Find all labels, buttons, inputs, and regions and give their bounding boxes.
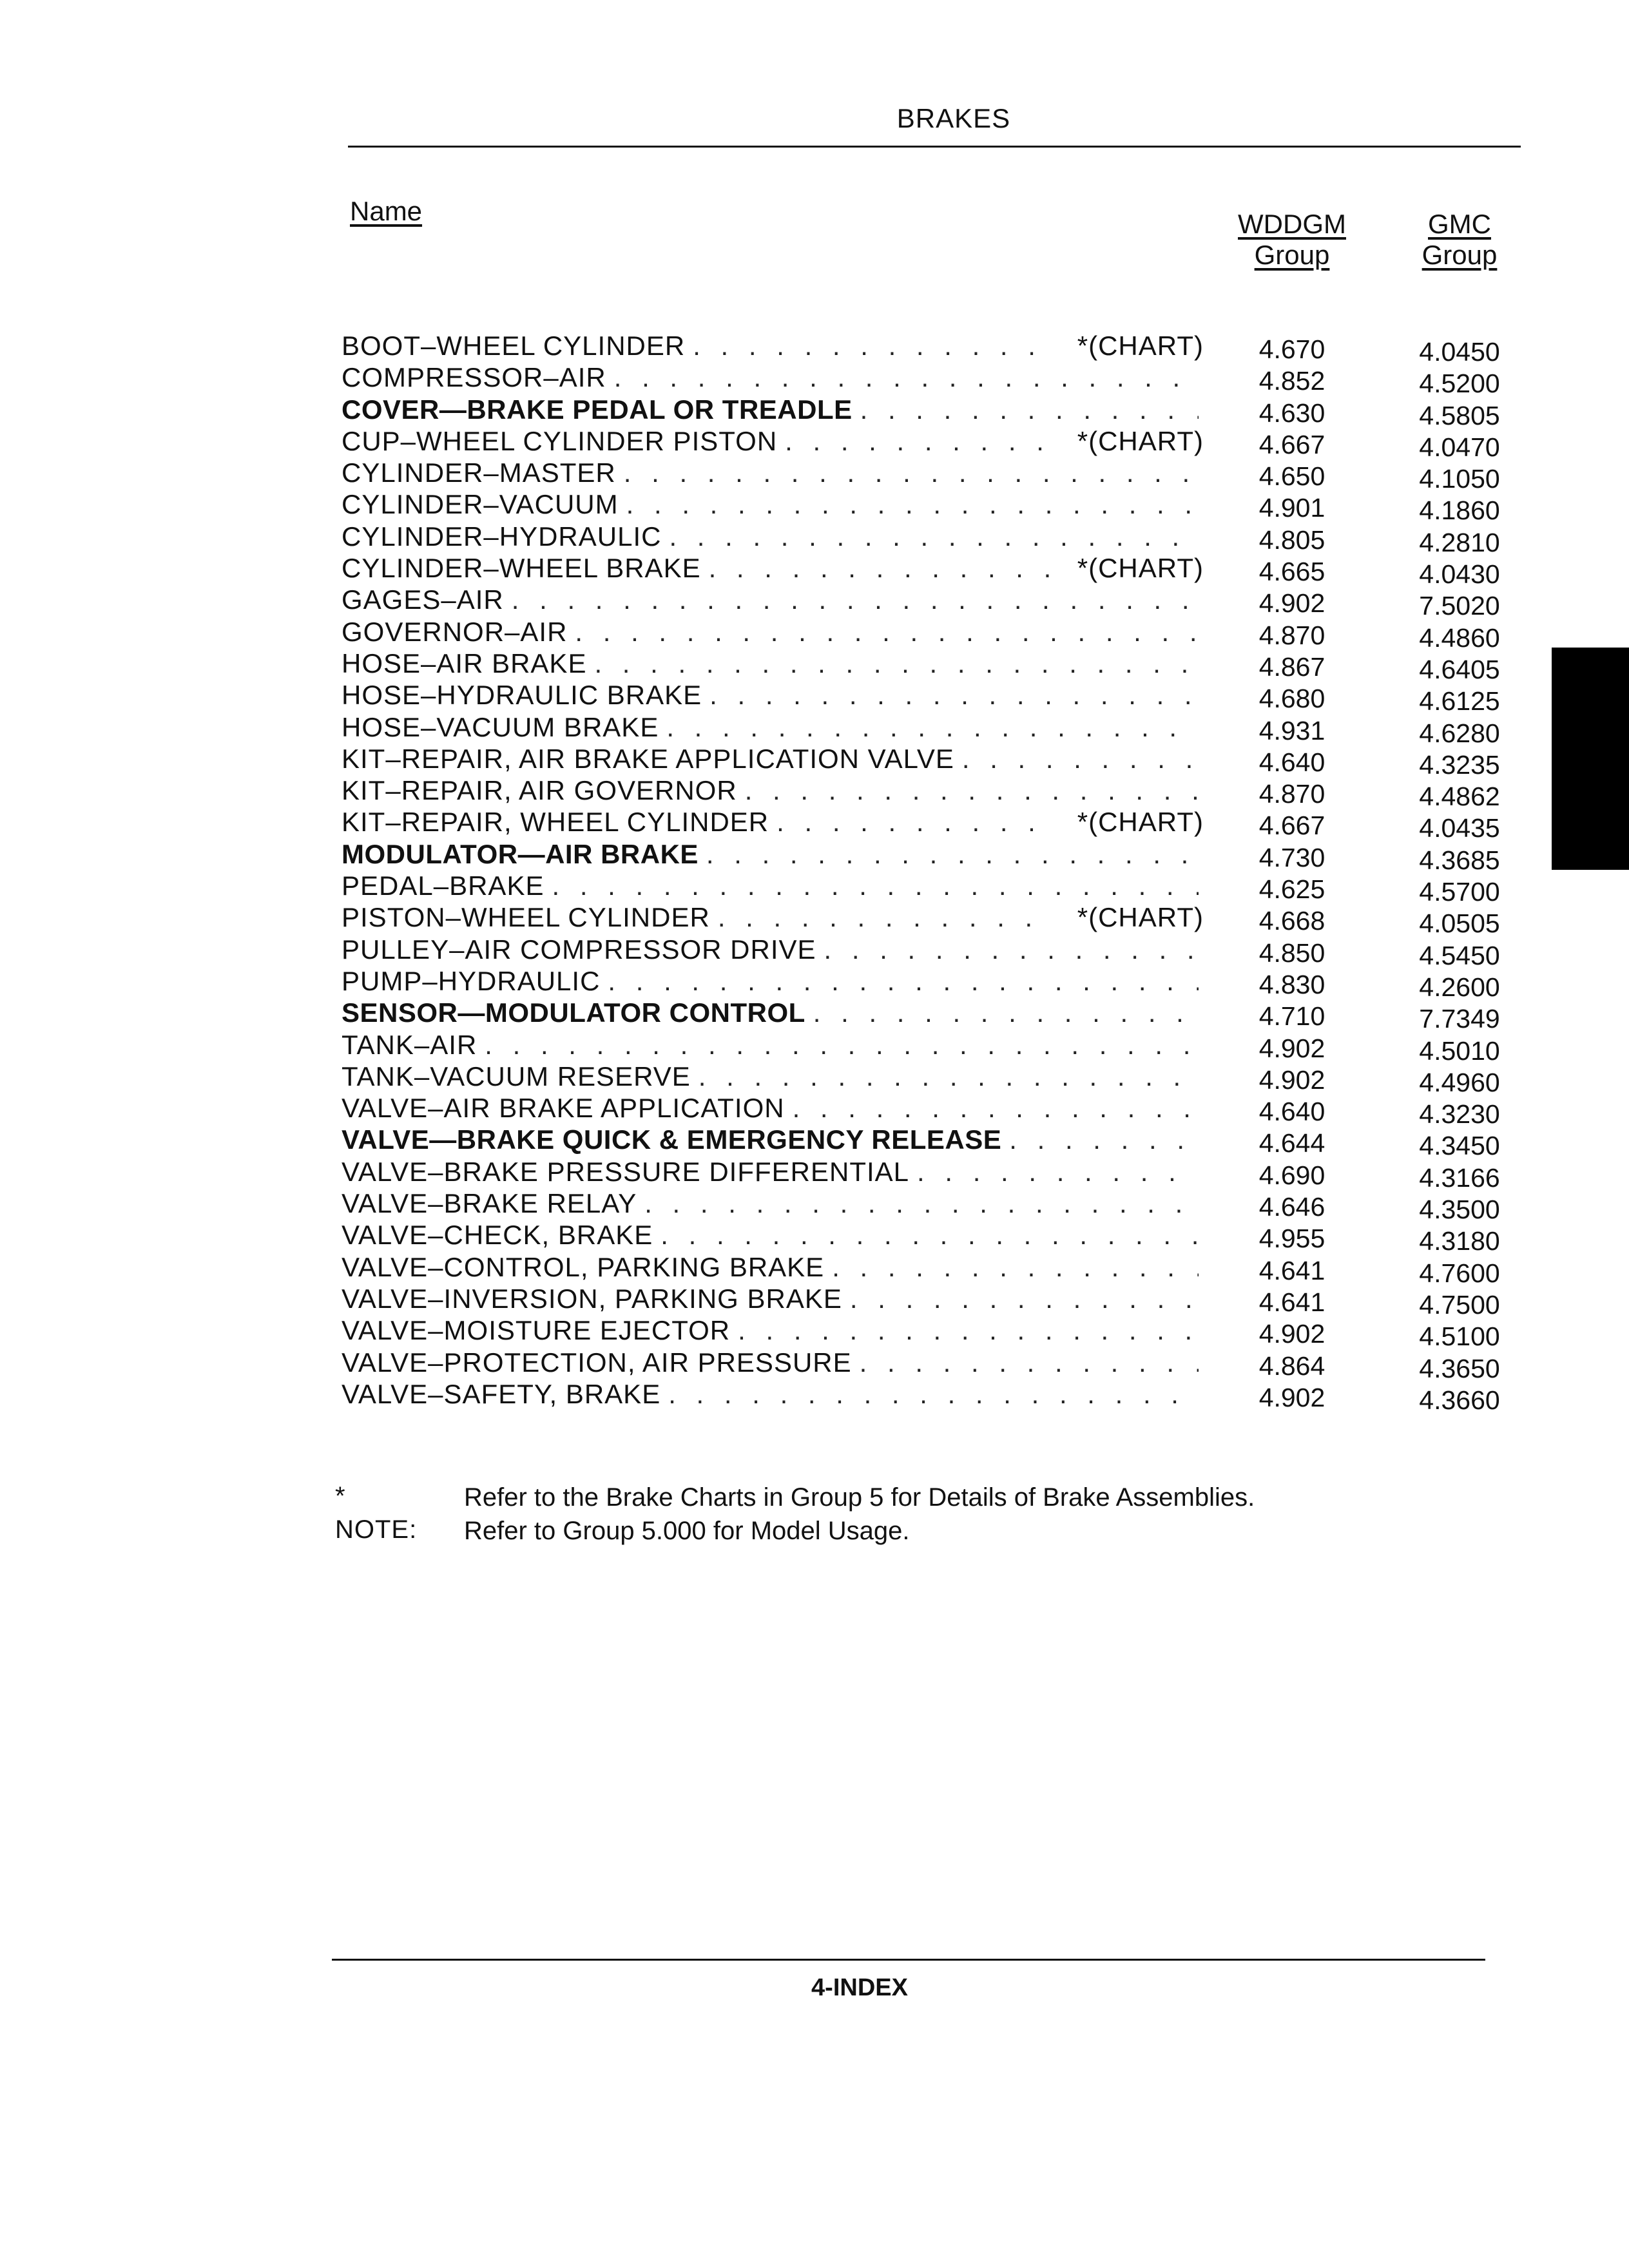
row-name: VALVE–AIR BRAKE APPLICATION bbox=[342, 1093, 785, 1124]
chart-reference: *(CHART) bbox=[1050, 806, 1204, 838]
row-name-cell bbox=[342, 1251, 1199, 1283]
row-name: BOOT–WHEEL CYLINDER bbox=[342, 331, 686, 361]
gmc-group-value: 4.0505 bbox=[1419, 908, 1500, 939]
gmc-group-value: 4.6125 bbox=[1419, 686, 1500, 716]
row-name-cell bbox=[342, 743, 1199, 774]
row-name: COVER—BRAKE PEDAL OR TREADLE bbox=[342, 394, 853, 425]
table-row bbox=[342, 997, 1566, 1034]
wddgm-group-value: 4.902 bbox=[1258, 588, 1325, 619]
table-row bbox=[342, 1187, 1566, 1225]
leader-dots bbox=[624, 457, 1199, 488]
wddgm-group-value: 4.867 bbox=[1258, 651, 1325, 682]
table-row bbox=[342, 1314, 1566, 1352]
wddgm-group-value: 4.646 bbox=[1258, 1192, 1325, 1222]
index-table bbox=[342, 330, 1566, 1415]
table-row bbox=[342, 521, 1566, 557]
gmc-group-value: 4.6280 bbox=[1419, 718, 1500, 748]
wddgm-group-value: 4.710 bbox=[1258, 1001, 1325, 1032]
row-name: VALVE–PROTECTION, AIR PRESSURE bbox=[342, 1347, 852, 1378]
row-name-cell bbox=[342, 1219, 1199, 1251]
footer-rule bbox=[332, 1959, 1485, 1961]
gmc-group-value: 7.7349 bbox=[1419, 1004, 1500, 1034]
leader-dots bbox=[832, 1251, 1199, 1283]
row-name: PULLEY–AIR COMPRESSOR DRIVE bbox=[342, 934, 816, 965]
leader-dots bbox=[860, 394, 1199, 425]
row-name: KIT–REPAIR, AIR BRAKE APPLICATION VALVE bbox=[342, 743, 954, 774]
wddgm-group-value: 4.850 bbox=[1258, 937, 1325, 968]
leader-dots bbox=[962, 743, 1199, 774]
footnote-mark: * NOTE: bbox=[335, 1482, 418, 1544]
chart-reference: *(CHART) bbox=[1050, 330, 1204, 361]
row-name: VALVE–SAFETY, BRAKE bbox=[342, 1378, 661, 1409]
row-name-cell bbox=[342, 457, 1199, 488]
gmc-group-value: 4.5010 bbox=[1419, 1035, 1500, 1066]
row-name: CUP–WHEEL CYLINDER PISTON bbox=[342, 425, 778, 456]
table-row bbox=[342, 1378, 1566, 1415]
row-name: KIT–REPAIR, AIR GOVERNOR bbox=[342, 775, 737, 806]
gmc-group-value: 4.7500 bbox=[1419, 1289, 1500, 1320]
row-name: PEDAL–BRAKE bbox=[342, 870, 545, 901]
footnote-text bbox=[464, 1481, 1255, 1548]
section-tab-marker bbox=[1552, 648, 1629, 870]
table-row bbox=[342, 616, 1566, 653]
row-name-cell bbox=[342, 1029, 1199, 1061]
page-title: BRAKES bbox=[896, 103, 1011, 133]
row-name: VALVE–BRAKE PRESSURE DIFFERENTIAL bbox=[342, 1156, 910, 1187]
row-name: VALVE–CONTROL, PARKING BRAKE bbox=[342, 1251, 825, 1282]
leader-dots bbox=[626, 488, 1199, 520]
gmc-group-value: 4.5450 bbox=[1419, 940, 1500, 970]
row-name: TANK–AIR bbox=[342, 1029, 477, 1060]
column-header-gmc-line2: Group bbox=[1422, 240, 1498, 270]
table-row bbox=[342, 552, 1566, 590]
gmc-group-value: 4.5200 bbox=[1419, 369, 1500, 399]
row-name: KIT–REPAIR, WHEEL CYLINDER bbox=[342, 807, 769, 838]
wddgm-group-value: 4.650 bbox=[1258, 461, 1325, 492]
leader-dots bbox=[850, 1283, 1199, 1314]
footnote-line-1: Refer to the Brake Charts in Group 5 for Details of Brake Assemblies. bbox=[464, 1483, 1255, 1512]
leader-dots bbox=[813, 997, 1199, 1028]
leader-dots bbox=[709, 679, 1199, 711]
wddgm-group-value: 4.670 bbox=[1258, 334, 1325, 364]
gmc-group-value: 4.0450 bbox=[1419, 337, 1500, 367]
table-row bbox=[342, 457, 1566, 494]
row-name-cell bbox=[342, 1124, 1199, 1155]
gmc-group-value: 4.3500 bbox=[1419, 1195, 1500, 1225]
wddgm-group-value: 4.870 bbox=[1258, 779, 1325, 809]
row-name: CYLINDER–WHEEL BRAKE bbox=[342, 553, 701, 584]
column-header-gmc-line1: GMC bbox=[1428, 209, 1491, 239]
row-name-cell bbox=[342, 774, 1199, 806]
row-name-cell bbox=[342, 1378, 1199, 1410]
gmc-group-value: 4.0470 bbox=[1419, 432, 1500, 462]
gmc-group-value: 4.4860 bbox=[1419, 622, 1500, 653]
row-name: SENSOR—MODULATOR CONTROL bbox=[342, 997, 805, 1028]
row-name: PISTON–WHEEL CYLINDER bbox=[342, 902, 710, 933]
row-name: HOSE–HYDRAULIC BRAKE bbox=[342, 680, 702, 711]
wddgm-group-value: 4.902 bbox=[1258, 1064, 1325, 1095]
table-row bbox=[342, 648, 1566, 684]
gmc-group-value: 4.3450 bbox=[1419, 1131, 1500, 1161]
page-header bbox=[348, 103, 1521, 148]
table-row bbox=[342, 1156, 1566, 1193]
row-name-cell bbox=[342, 1156, 1199, 1187]
row-name: VALVE–MOISTURE EJECTOR bbox=[342, 1315, 731, 1346]
row-name-cell bbox=[342, 1314, 1199, 1346]
table-row bbox=[342, 361, 1566, 399]
wddgm-group-value: 4.625 bbox=[1258, 874, 1325, 905]
row-name-cell bbox=[342, 394, 1199, 425]
leader-dots bbox=[738, 1314, 1199, 1346]
leader-dots bbox=[669, 521, 1199, 552]
row-name-cell bbox=[342, 616, 1199, 648]
row-name-cell bbox=[342, 648, 1199, 679]
leader-dots bbox=[706, 838, 1199, 870]
gmc-group-value: 4.5100 bbox=[1419, 1321, 1500, 1352]
row-name: GOVERNOR–AIR bbox=[342, 616, 568, 647]
gmc-group-value: 4.1050 bbox=[1419, 464, 1500, 494]
gmc-group-value: 4.2810 bbox=[1419, 527, 1500, 557]
wddgm-group-value: 4.955 bbox=[1258, 1224, 1325, 1254]
wddgm-group-value: 4.665 bbox=[1258, 557, 1325, 587]
leader-dots bbox=[666, 711, 1199, 743]
leader-dots bbox=[699, 1061, 1199, 1092]
column-header-wddgm-line1: WDDGM bbox=[1238, 209, 1346, 239]
wddgm-group-value: 4.730 bbox=[1258, 842, 1325, 872]
leader-dots bbox=[552, 870, 1199, 901]
wddgm-group-value: 4.640 bbox=[1258, 747, 1325, 777]
row-name: VALVE–CHECK, BRAKE bbox=[342, 1220, 653, 1251]
column-header-gmc bbox=[1395, 209, 1524, 271]
row-name: TANK–VACUUM RESERVE bbox=[342, 1061, 691, 1091]
gmc-group-value: 4.5805 bbox=[1419, 400, 1500, 430]
wddgm-group-value: 4.668 bbox=[1258, 906, 1325, 936]
row-name: CYLINDER–MASTER bbox=[342, 457, 616, 488]
row-name: HOSE–AIR BRAKE bbox=[342, 648, 587, 678]
table-row bbox=[342, 901, 1566, 939]
column-header-wddgm bbox=[1228, 209, 1356, 271]
leader-dots bbox=[614, 361, 1199, 393]
row-name: GAGES–AIR bbox=[342, 584, 504, 615]
gmc-group-value: 4.3230 bbox=[1419, 1099, 1500, 1129]
gmc-group-value: 7.5020 bbox=[1419, 591, 1500, 621]
gmc-group-value: 4.3235 bbox=[1419, 749, 1500, 780]
leader-dots bbox=[1009, 1124, 1199, 1155]
wddgm-group-value: 4.830 bbox=[1258, 969, 1325, 999]
table-row bbox=[342, 806, 1566, 843]
chart-reference: *(CHART) bbox=[1050, 901, 1204, 933]
table-row bbox=[342, 1219, 1566, 1256]
wddgm-group-value: 4.902 bbox=[1258, 1033, 1325, 1063]
gmc-group-value: 4.3166 bbox=[1419, 1162, 1500, 1193]
row-name: VALVE–BRAKE RELAY bbox=[342, 1188, 637, 1219]
leader-dots bbox=[793, 1092, 1199, 1124]
table-row bbox=[342, 1347, 1566, 1383]
gmc-group-value: 4.4960 bbox=[1419, 1067, 1500, 1097]
gmc-group-value: 4.4862 bbox=[1419, 782, 1500, 812]
row-name: CYLINDER–HYDRAULIC bbox=[342, 521, 662, 552]
row-name-cell bbox=[342, 965, 1199, 997]
row-name: HOSE–VACUUM BRAKE bbox=[342, 711, 659, 742]
wddgm-group-value: 4.640 bbox=[1258, 1097, 1325, 1127]
table-row bbox=[342, 330, 1566, 367]
wddgm-group-value: 4.667 bbox=[1258, 429, 1325, 459]
wddgm-group-value: 4.805 bbox=[1258, 524, 1325, 555]
leader-dots bbox=[745, 774, 1199, 806]
table-row bbox=[342, 1283, 1566, 1320]
leader-dots bbox=[917, 1156, 1199, 1187]
table-row bbox=[342, 1251, 1566, 1288]
page-number: 4-INDEX bbox=[811, 1974, 908, 2001]
leader-dots bbox=[668, 1378, 1199, 1410]
column-header-wddgm-line2: Group bbox=[1254, 240, 1330, 270]
row-name-cell bbox=[342, 838, 1199, 870]
row-name: PUMP–HYDRAULIC bbox=[342, 965, 601, 996]
leader-dots bbox=[660, 1219, 1199, 1251]
table-row bbox=[342, 1029, 1566, 1066]
wddgm-group-value: 4.641 bbox=[1258, 1255, 1325, 1285]
row-name: CYLINDER–VACUUM bbox=[342, 489, 619, 520]
wddgm-group-value: 4.644 bbox=[1258, 1128, 1325, 1158]
wddgm-group-value: 4.852 bbox=[1258, 366, 1325, 396]
leader-dots bbox=[485, 1029, 1199, 1061]
wddgm-group-value: 4.690 bbox=[1258, 1160, 1325, 1190]
wddgm-group-value: 4.931 bbox=[1258, 715, 1325, 745]
chart-reference: *(CHART) bbox=[1050, 425, 1204, 457]
row-name-cell bbox=[342, 1347, 1199, 1378]
wddgm-group-value: 4.864 bbox=[1258, 1350, 1325, 1381]
gmc-group-value: 4.0435 bbox=[1419, 813, 1500, 843]
wddgm-group-value: 4.870 bbox=[1258, 620, 1325, 650]
wddgm-group-value: 4.641 bbox=[1258, 1287, 1325, 1317]
gmc-group-value: 4.3685 bbox=[1419, 845, 1500, 875]
gmc-group-value: 4.3660 bbox=[1419, 1385, 1500, 1415]
leader-dots bbox=[575, 616, 1199, 648]
gmc-group-value: 4.2600 bbox=[1419, 972, 1500, 1002]
wddgm-group-value: 4.901 bbox=[1258, 493, 1325, 523]
row-name: MODULATOR—AIR BRAKE bbox=[342, 838, 699, 869]
wddgm-group-value: 4.630 bbox=[1258, 398, 1325, 428]
row-name-cell bbox=[342, 1061, 1199, 1092]
gmc-group-value: 4.3180 bbox=[1419, 1226, 1500, 1256]
wddgm-group-value: 4.902 bbox=[1258, 1382, 1325, 1412]
leader-dots bbox=[860, 1347, 1199, 1378]
table-row bbox=[342, 774, 1566, 812]
table-row bbox=[342, 394, 1566, 430]
table-row bbox=[342, 870, 1566, 907]
row-name-cell bbox=[342, 584, 1199, 615]
table-row bbox=[342, 584, 1566, 621]
gmc-group-value: 4.3650 bbox=[1419, 1353, 1500, 1383]
row-name-cell bbox=[342, 361, 1199, 393]
wddgm-group-value: 4.680 bbox=[1258, 684, 1325, 714]
row-name-cell bbox=[342, 488, 1199, 520]
row-name-cell bbox=[342, 934, 1199, 965]
table-row bbox=[342, 934, 1566, 970]
leader-dots bbox=[594, 648, 1199, 679]
row-name-cell bbox=[342, 711, 1199, 743]
gmc-group-value: 4.7600 bbox=[1419, 1258, 1500, 1288]
row-name-cell bbox=[342, 1187, 1199, 1219]
leader-dots bbox=[512, 584, 1199, 615]
row-name-cell bbox=[342, 1092, 1199, 1124]
row-name-cell bbox=[342, 997, 1199, 1028]
wddgm-group-value: 4.902 bbox=[1258, 1319, 1325, 1349]
chart-reference: *(CHART) bbox=[1050, 552, 1204, 584]
row-name: COMPRESSOR–AIR bbox=[342, 362, 606, 393]
table-row bbox=[342, 743, 1566, 780]
table-row bbox=[342, 838, 1566, 875]
leader-dots bbox=[824, 934, 1199, 965]
column-header-name: Name bbox=[350, 196, 423, 226]
leader-dots bbox=[608, 965, 1199, 997]
table-row bbox=[342, 1092, 1566, 1129]
gmc-group-value: 4.1860 bbox=[1419, 495, 1500, 526]
table-row bbox=[342, 679, 1566, 716]
row-name-cell bbox=[342, 521, 1199, 552]
footnote-line-2: Refer to Group 5.000 for Model Usage. bbox=[464, 1517, 910, 1545]
table-row bbox=[342, 425, 1566, 462]
table-row bbox=[342, 711, 1566, 748]
leader-dots bbox=[644, 1187, 1199, 1219]
table-row bbox=[342, 1124, 1566, 1161]
gmc-group-value: 4.0430 bbox=[1419, 559, 1500, 590]
table-row bbox=[342, 488, 1566, 526]
row-name-cell bbox=[342, 870, 1199, 901]
table-row bbox=[342, 1061, 1566, 1097]
row-name-cell bbox=[342, 679, 1199, 711]
table-row bbox=[342, 965, 1566, 1002]
wddgm-group-value: 4.667 bbox=[1258, 811, 1325, 841]
row-name: VALVE—BRAKE QUICK & EMERGENCY RELEASE bbox=[342, 1124, 1002, 1155]
row-name-cell bbox=[342, 1283, 1199, 1314]
row-name: VALVE–INVERSION, PARKING BRAKE bbox=[342, 1283, 842, 1314]
gmc-group-value: 4.5700 bbox=[1419, 877, 1500, 907]
gmc-group-value: 4.6405 bbox=[1419, 654, 1500, 684]
